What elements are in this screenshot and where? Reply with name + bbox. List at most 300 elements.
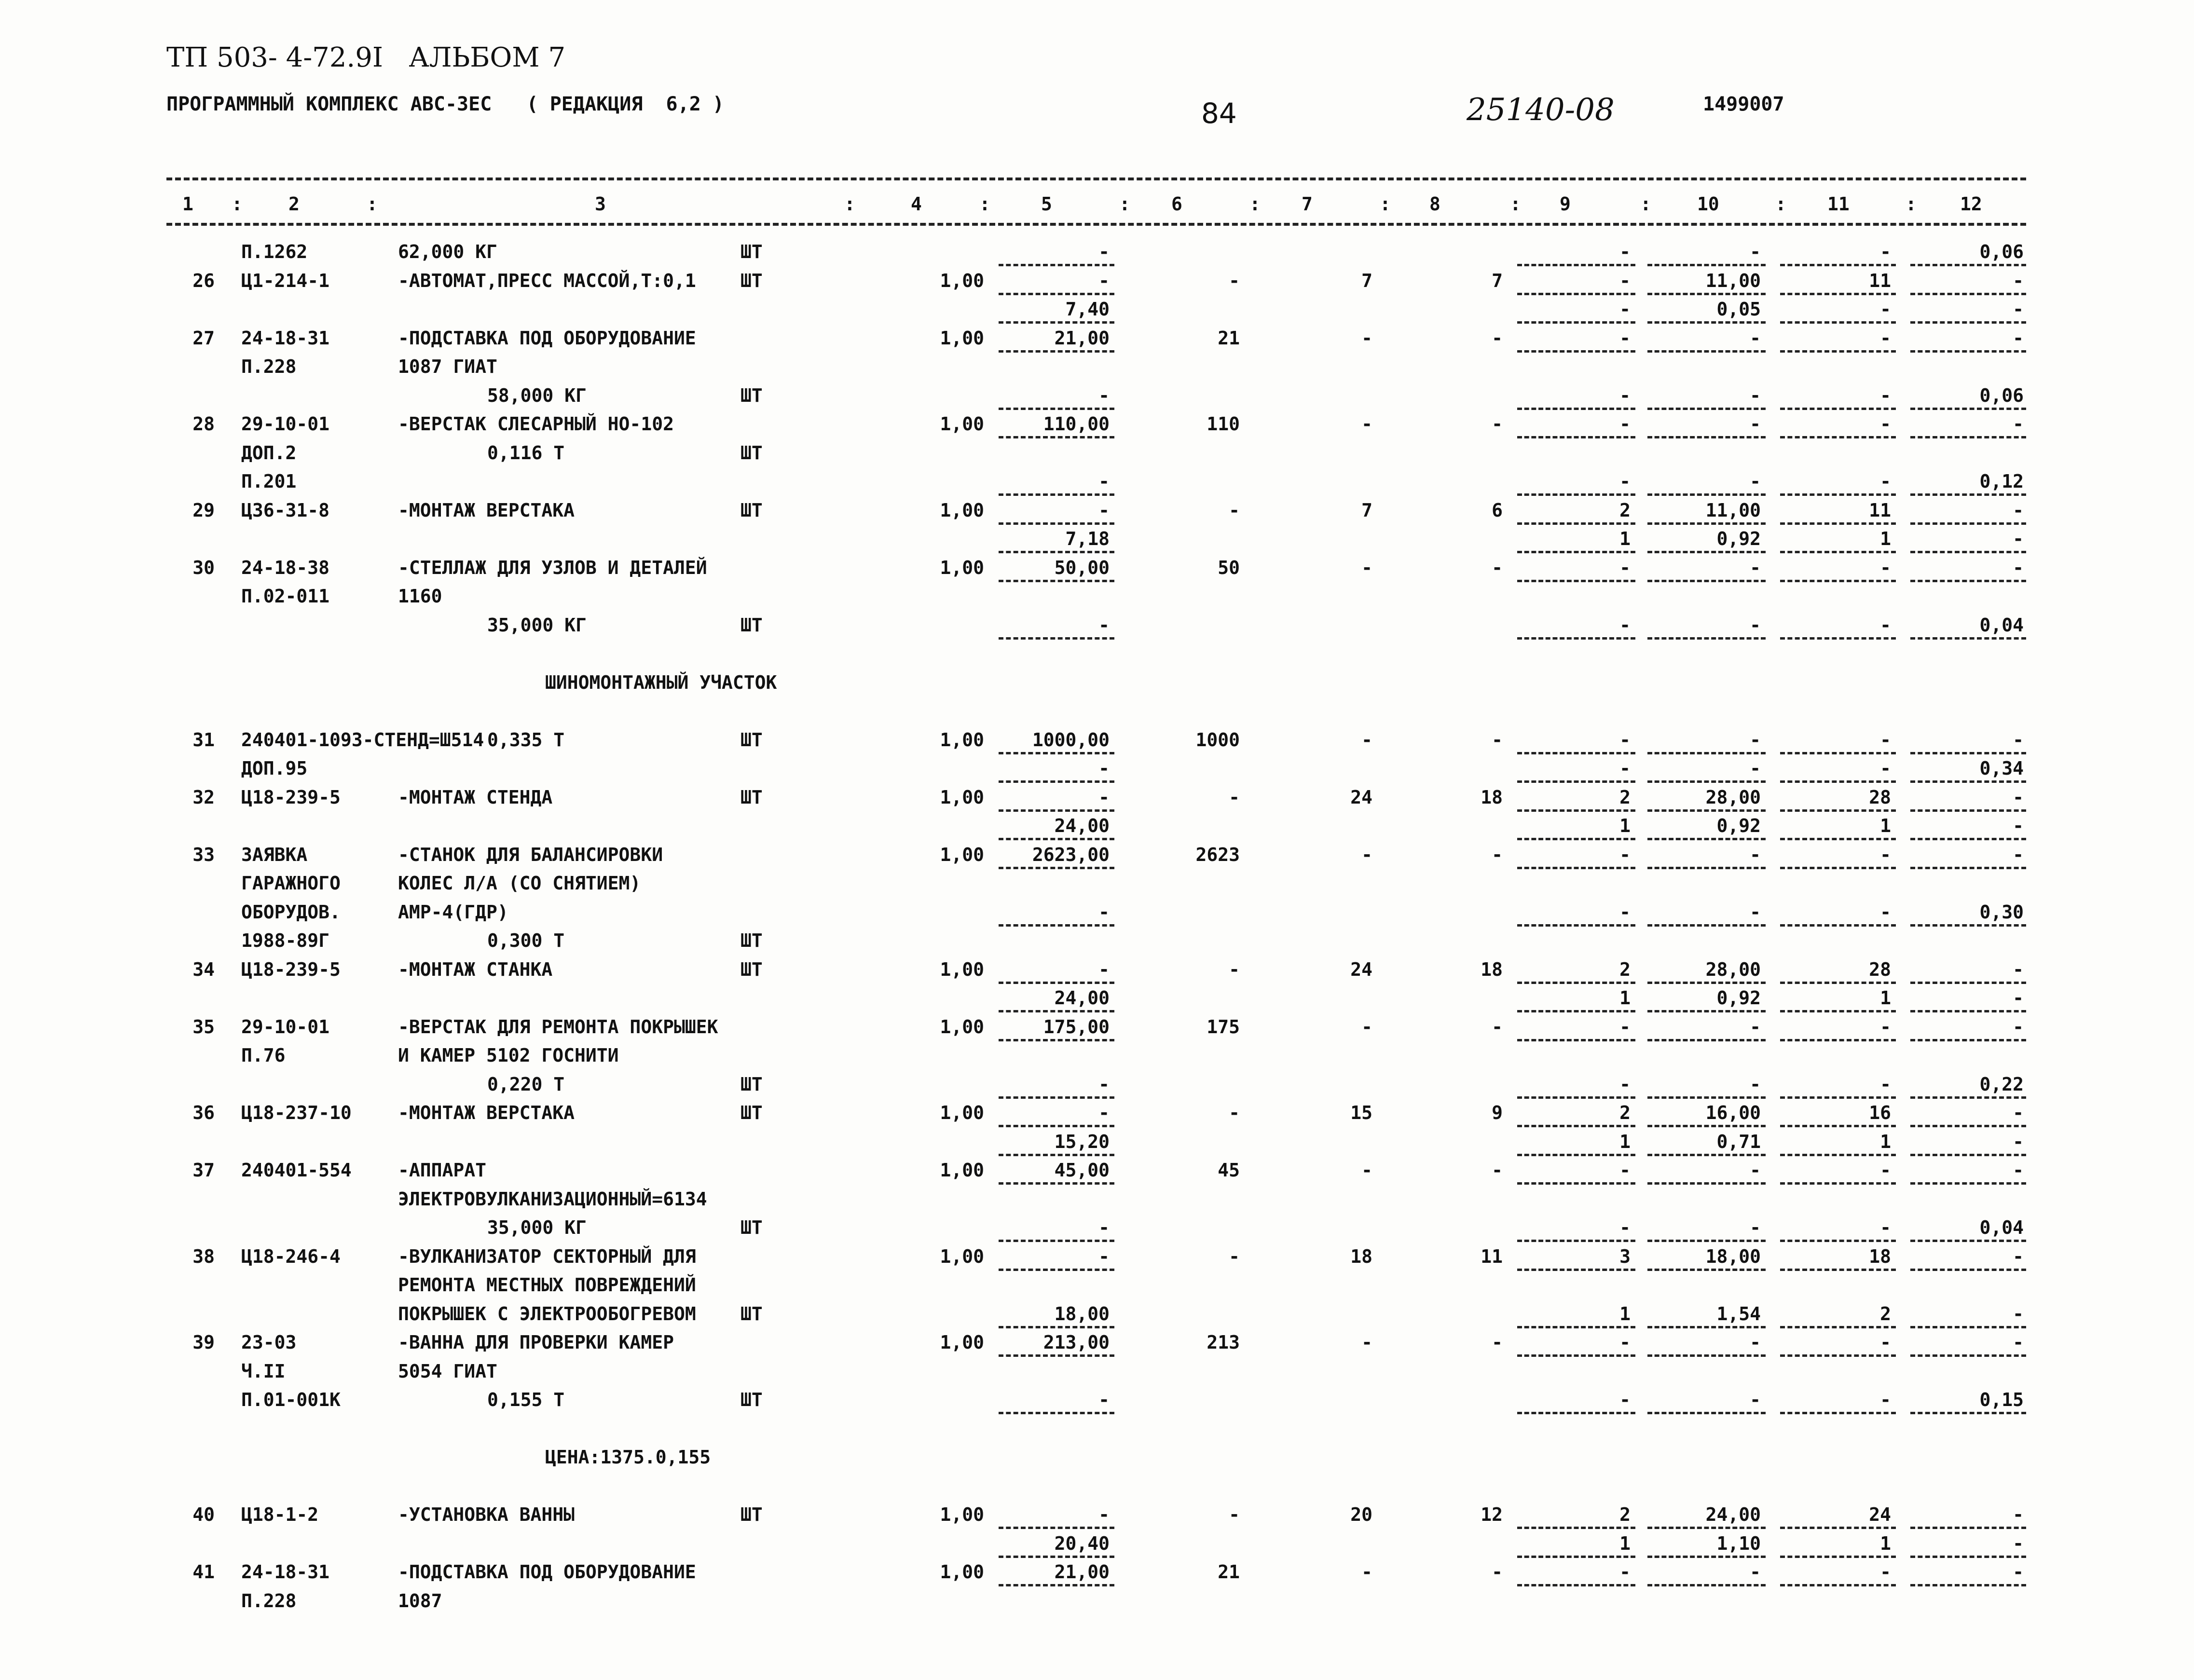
- row-separator: [999, 1154, 1114, 1156]
- cell-c7: -: [1361, 413, 1372, 435]
- row-separator: [1780, 293, 1896, 295]
- cell-c2: ОБОРУДОВ.: [241, 901, 341, 923]
- cell-c5: 45,00: [1054, 1160, 1110, 1181]
- cell-c3i: 0,155 Т: [487, 1389, 565, 1411]
- cell-c11: -: [1880, 1217, 1891, 1239]
- cell-c4: 1,00: [940, 1016, 984, 1038]
- row-separator: [1910, 522, 2026, 525]
- row-separator: [1780, 1154, 1896, 1156]
- row-separator: [1780, 580, 1896, 582]
- cell-c3: КОЛЕС Л/А (СО СНЯТИЕМ): [398, 873, 641, 894]
- cell-c3: -МОНТАЖ СТАНКА: [398, 958, 553, 980]
- cell-c10: -: [1750, 901, 1761, 923]
- column-separator: :: [844, 193, 855, 215]
- row-separator: [1517, 1269, 1635, 1271]
- row-separator: [1910, 580, 2026, 582]
- row-number: 35: [192, 1016, 215, 1038]
- row-separator: [1910, 752, 2026, 754]
- cell-c4: 1,00: [940, 1561, 984, 1583]
- row-separator: [1517, 264, 1635, 266]
- cell-c4: 1,00: [940, 844, 984, 865]
- row-separator: [999, 752, 1114, 754]
- cell-c12: -: [2013, 528, 2024, 550]
- cell-c11: -: [1880, 614, 1891, 636]
- cell-c3i: 58,000 КГ: [487, 384, 587, 406]
- cell-c9: 2: [1619, 1504, 1631, 1526]
- section-heading: ЦЕНА:1375.0,155: [545, 1447, 711, 1468]
- cell-c8: -: [1492, 557, 1503, 578]
- cell-c11: -: [1880, 1561, 1891, 1583]
- row-separator: [1517, 780, 1635, 783]
- row-separator: [999, 350, 1114, 353]
- table-header-rule: [166, 223, 2026, 226]
- cell-c11: 1: [1880, 528, 1891, 550]
- row-number: 40: [192, 1504, 215, 1526]
- cell-c9: -: [1619, 1073, 1631, 1095]
- row-separator: [999, 408, 1114, 410]
- project-title: ТП 503- 4-72.9I АЛЬБОМ 7: [166, 42, 566, 73]
- row-separator: [1517, 1556, 1635, 1558]
- cell-c8: -: [1492, 1332, 1503, 1353]
- cell-c3: -УСТАНОВКА ВАННЫ: [398, 1504, 575, 1526]
- cell-c7: -: [1361, 844, 1372, 865]
- cell-u: ШТ: [740, 1504, 763, 1526]
- row-separator: [999, 1125, 1114, 1127]
- page-number: 84: [1201, 97, 1237, 130]
- cell-c11: -: [1880, 901, 1891, 923]
- row-separator: [1647, 1125, 1766, 1127]
- column-separator: :: [1510, 193, 1521, 215]
- cell-c3i: 0,335 Т: [487, 729, 565, 751]
- cell-c7: 18: [1350, 1245, 1372, 1267]
- row-separator: [1517, 436, 1635, 438]
- cell-u: ШТ: [740, 1303, 763, 1325]
- cell-c12: -: [2013, 786, 2024, 808]
- cell-c7: 24: [1350, 786, 1372, 808]
- cell-c7: -: [1361, 1332, 1372, 1353]
- row-separator: [1780, 551, 1896, 553]
- row-separator: [999, 493, 1114, 496]
- row-separator: [999, 522, 1114, 525]
- row-separator: [1517, 637, 1635, 640]
- cell-c3: -МОНТАЖ ВЕРСТАКА: [398, 499, 575, 521]
- row-separator: [999, 293, 1114, 295]
- column-separator: :: [367, 193, 378, 215]
- cell-c8: 12: [1481, 1504, 1503, 1526]
- cell-c11: 28: [1869, 786, 1891, 808]
- row-separator: [1910, 1096, 2026, 1099]
- cell-c3: ЭЛЕКТРОВУЛКАНИЗАЦИОННЫЙ=6134: [398, 1188, 707, 1210]
- cell-c7: -: [1361, 327, 1372, 349]
- cell-c4: 1,00: [940, 499, 984, 521]
- row-separator: [1910, 493, 2026, 496]
- cell-c11: 1: [1880, 987, 1891, 1009]
- row-separator: [1647, 982, 1766, 984]
- cell-c2: П.228: [241, 356, 297, 378]
- cell-c11: -: [1880, 729, 1891, 751]
- row-separator: [999, 1412, 1114, 1414]
- cell-c4: 1,00: [940, 270, 984, 291]
- row-separator: [1647, 264, 1766, 266]
- row-separator: [1517, 1096, 1635, 1099]
- column-header-6: 6: [1171, 193, 1182, 215]
- column-header-10: 10: [1697, 193, 1719, 215]
- cell-c8: 9: [1492, 1102, 1503, 1124]
- row-number: 38: [192, 1245, 215, 1267]
- cell-c11: -: [1880, 241, 1891, 262]
- row-separator: [1910, 264, 2026, 266]
- cell-c2: ДОП.2: [241, 442, 297, 464]
- cell-c8: -: [1492, 327, 1503, 349]
- cell-c8: 11: [1481, 1245, 1503, 1267]
- cell-c5: 24,00: [1054, 987, 1110, 1009]
- cell-u: ШТ: [740, 614, 763, 636]
- cell-c10: 28,00: [1705, 958, 1761, 980]
- cell-c9: 2: [1619, 958, 1631, 980]
- row-separator: [1647, 436, 1766, 438]
- row-separator: [1780, 867, 1896, 869]
- cell-c12: 0,06: [1979, 384, 2024, 406]
- cell-c5: 18,00: [1054, 1303, 1110, 1325]
- row-number: 26: [192, 270, 215, 291]
- cell-u: ШТ: [740, 729, 763, 751]
- row-separator: [1780, 1096, 1896, 1099]
- column-header-5: 5: [1041, 193, 1052, 215]
- cell-c12: -: [2013, 1160, 2024, 1181]
- cell-c7: 7: [1361, 499, 1372, 521]
- row-number: 29: [192, 499, 215, 521]
- cell-c5: -: [1098, 901, 1110, 923]
- cell-c7: 24: [1350, 958, 1372, 980]
- cell-c7: 7: [1361, 270, 1372, 291]
- row-separator: [999, 580, 1114, 582]
- cell-u: ШТ: [740, 1073, 763, 1095]
- row-separator: [1780, 264, 1896, 266]
- cell-c5: -: [1098, 471, 1110, 492]
- cell-c8: -: [1492, 1561, 1503, 1583]
- cell-u: ШТ: [740, 499, 763, 521]
- row-separator: [1780, 1326, 1896, 1328]
- cell-c9: -: [1619, 327, 1631, 349]
- cell-c6: 213: [1207, 1332, 1240, 1353]
- row-number: 39: [192, 1332, 215, 1353]
- cell-c10: -: [1750, 241, 1761, 262]
- cell-c10: 16,00: [1705, 1102, 1761, 1124]
- row-separator: [1910, 321, 2026, 324]
- cell-c7: -: [1361, 1160, 1372, 1181]
- cell-c10: -: [1750, 327, 1761, 349]
- column-header-9: 9: [1560, 193, 1571, 215]
- row-separator: [1910, 1527, 2026, 1529]
- cell-c12: -: [2013, 1102, 2024, 1124]
- cell-c12: -: [2013, 729, 2024, 751]
- row-separator: [1517, 408, 1635, 410]
- cell-c5: -: [1098, 1217, 1110, 1239]
- row-separator: [1647, 1412, 1766, 1414]
- cell-c10: -: [1750, 614, 1761, 636]
- cell-c8: 18: [1481, 958, 1503, 980]
- row-separator: [1647, 1354, 1766, 1357]
- cell-c9: 1: [1619, 815, 1631, 837]
- cell-c10: 1,10: [1716, 1532, 1761, 1554]
- cell-c10: -: [1750, 1073, 1761, 1095]
- cell-c3: 1087: [398, 1590, 442, 1612]
- cell-c12: 0,30: [1979, 901, 2024, 923]
- cell-c12: -: [2013, 327, 2024, 349]
- cell-c2: ГАРАЖНОГО: [241, 873, 341, 894]
- cell-c6: -: [1229, 1504, 1240, 1526]
- row-separator: [1780, 752, 1896, 754]
- cell-c3i: 35,000 КГ: [487, 1217, 587, 1239]
- cell-c11: -: [1880, 557, 1891, 578]
- cell-c2: Ц18-239-5: [241, 958, 341, 980]
- cell-c12: -: [2013, 1504, 2024, 1526]
- row-separator: [1517, 1154, 1635, 1156]
- row-separator: [1517, 838, 1635, 840]
- cell-c12: -: [2013, 499, 2024, 521]
- column-header-11: 11: [1827, 193, 1850, 215]
- row-separator: [1517, 1326, 1635, 1328]
- row-number: 41: [192, 1561, 215, 1583]
- cell-c10: 0,71: [1716, 1131, 1761, 1152]
- row-separator: [999, 1182, 1114, 1185]
- row-separator: [999, 1584, 1114, 1586]
- table-top-rule: [166, 178, 2026, 180]
- column-separator: :: [979, 193, 990, 215]
- cell-c3: И КАМЕР 5102 ГОСНИТИ: [398, 1045, 619, 1066]
- cell-c8: 6: [1492, 499, 1503, 521]
- row-separator: [999, 1240, 1114, 1242]
- cell-c11: 1: [1880, 1131, 1891, 1152]
- row-separator: [1517, 1412, 1635, 1414]
- cell-c3: -ВАННА ДЛЯ ПРОВЕРКИ КАМЕР: [398, 1332, 674, 1353]
- cell-c3: 1087 ГИАТ: [398, 356, 497, 378]
- row-separator: [1517, 1039, 1635, 1041]
- document-number: 1499007: [1703, 93, 1784, 115]
- cell-c3i: 35,000 КГ: [487, 614, 587, 636]
- cell-c2: П.01-001К: [241, 1389, 341, 1411]
- cell-c6: -: [1229, 270, 1240, 291]
- cell-c9: -: [1619, 270, 1631, 291]
- row-number: 33: [192, 844, 215, 865]
- row-separator: [1780, 436, 1896, 438]
- row-separator: [1910, 350, 2026, 353]
- cell-c2: 240401-554: [241, 1160, 352, 1181]
- cell-c11: -: [1880, 299, 1891, 320]
- cell-c12: -: [2013, 987, 2024, 1009]
- cell-c2: Ц18-239-5: [241, 786, 341, 808]
- cell-c3: -ВЕРСТАК СЛЕСАРНЫЙ НО-102: [398, 413, 674, 435]
- row-separator: [999, 436, 1114, 438]
- cell-c2: Ч.II: [241, 1360, 286, 1382]
- cell-c3: 62,000 КГ: [398, 241, 497, 262]
- cell-c12: -: [2013, 815, 2024, 837]
- row-separator: [1910, 1125, 2026, 1127]
- cell-c6: 45: [1218, 1160, 1240, 1181]
- cell-c10: -: [1750, 1217, 1761, 1239]
- row-separator: [1517, 1354, 1635, 1357]
- cell-c9: 3: [1619, 1245, 1631, 1267]
- row-separator: [1647, 293, 1766, 295]
- cell-c11: 18: [1869, 1245, 1891, 1267]
- row-separator: [1647, 924, 1766, 927]
- row-separator: [1780, 982, 1896, 984]
- cell-c9: 2: [1619, 1102, 1631, 1124]
- row-separator: [1910, 1240, 2026, 1242]
- cell-c9: 2: [1619, 786, 1631, 808]
- cell-c4: 1,00: [940, 958, 984, 980]
- cell-c9: -: [1619, 901, 1631, 923]
- row-separator: [999, 1269, 1114, 1271]
- cell-c6: 2623: [1195, 844, 1240, 865]
- row-separator: [1647, 1039, 1766, 1041]
- row-separator: [1780, 1556, 1896, 1558]
- cell-c11: -: [1880, 413, 1891, 435]
- cell-c12: 0,12: [1979, 471, 2024, 492]
- row-separator: [1780, 1269, 1896, 1271]
- cell-c5: -: [1098, 786, 1110, 808]
- cell-c3: ПОКРЫШЕК С ЭЛЕКТРООБОГРЕВОМ: [398, 1303, 696, 1325]
- row-separator: [1517, 982, 1635, 984]
- cell-c10: -: [1750, 1389, 1761, 1411]
- cell-c3: -ПОДСТАВКА ПОД ОБОРУДОВАНИЕ: [398, 327, 696, 349]
- cell-c5: -: [1098, 1073, 1110, 1095]
- cell-u: ШТ: [740, 786, 763, 808]
- cell-c7: 20: [1350, 1504, 1372, 1526]
- row-separator: [1910, 551, 2026, 553]
- column-separator: :: [1119, 193, 1130, 215]
- row-separator: [1780, 838, 1896, 840]
- cell-c10: 0,92: [1716, 815, 1761, 837]
- cell-c2: 23-03: [241, 1332, 297, 1353]
- cell-c12: -: [2013, 844, 2024, 865]
- cell-c5: -: [1098, 1504, 1110, 1526]
- column-header-2: 2: [288, 193, 300, 215]
- cell-c6: 50: [1218, 557, 1240, 578]
- cell-c2: Ц18-246-4: [241, 1245, 341, 1267]
- cell-c10: -: [1750, 844, 1761, 865]
- cell-c10: 11,00: [1705, 270, 1761, 291]
- row-separator: [1910, 982, 2026, 984]
- cell-c2: 29-10-01: [241, 413, 330, 435]
- row-separator: [1910, 1354, 2026, 1357]
- row-separator: [1780, 1010, 1896, 1012]
- column-header-7: 7: [1302, 193, 1313, 215]
- row-separator: [1780, 1182, 1896, 1185]
- cell-c12: 0,06: [1979, 241, 2024, 262]
- row-separator: [1910, 838, 2026, 840]
- row-separator: [1780, 809, 1896, 812]
- row-separator: [1910, 408, 2026, 410]
- cell-c4: 1,00: [940, 1332, 984, 1353]
- cell-c10: -: [1750, 758, 1761, 779]
- row-separator: [1780, 1354, 1896, 1357]
- cell-c5: 110,00: [1043, 413, 1110, 435]
- row-separator: [1647, 838, 1766, 840]
- row-separator: [1517, 321, 1635, 324]
- cell-c3: -АВТОМАТ,ПРЕСС МАССОЙ,Т:0,1: [398, 270, 696, 291]
- row-separator: [1910, 1269, 2026, 1271]
- cell-c10: 28,00: [1705, 786, 1761, 808]
- column-header-3: 3: [595, 193, 606, 215]
- row-separator: [1517, 1240, 1635, 1242]
- cell-c12: 0,04: [1979, 1217, 2024, 1239]
- row-separator: [1910, 867, 2026, 869]
- cell-c4: 1,00: [940, 1504, 984, 1526]
- cell-c5: 2623,00: [1032, 844, 1110, 865]
- column-separator: :: [1249, 193, 1261, 215]
- cell-c8: -: [1492, 1160, 1503, 1181]
- cell-c10: -: [1750, 729, 1761, 751]
- cell-c9: 1: [1619, 528, 1631, 550]
- column-header-4: 4: [911, 193, 922, 215]
- cell-c3: РЕМОНТА МЕСТНЫХ ПОВРЕЖДЕНИЙ: [398, 1274, 696, 1296]
- cell-c12: -: [2013, 1303, 2024, 1325]
- row-separator: [1780, 1039, 1896, 1041]
- row-number: 36: [192, 1102, 215, 1124]
- cell-c2: 24-18-38: [241, 557, 330, 578]
- cell-c3i: 0,220 Т: [487, 1073, 565, 1095]
- cell-c8: -: [1492, 844, 1503, 865]
- cell-c5: 21,00: [1054, 1561, 1110, 1583]
- cell-c12: -: [2013, 1532, 2024, 1554]
- cell-c4: 1,00: [940, 729, 984, 751]
- row-separator: [1647, 867, 1766, 869]
- cell-c2: П.201: [241, 471, 297, 492]
- cell-c12: 0,04: [1979, 614, 2024, 636]
- cell-c9: -: [1619, 1389, 1631, 1411]
- cell-c9: -: [1619, 729, 1631, 751]
- cell-c11: -: [1880, 1016, 1891, 1038]
- row-number: 34: [192, 958, 215, 980]
- row-separator: [1780, 637, 1896, 640]
- cell-c3: -МОНТАЖ ВЕРСТАКА: [398, 1102, 575, 1124]
- cell-c3i: 0,116 Т: [487, 442, 565, 464]
- row-separator: [999, 637, 1114, 640]
- cell-c12: -: [2013, 958, 2024, 980]
- cell-c3: -МОНТАЖ СТЕНДА: [398, 786, 553, 808]
- cell-c9: -: [1619, 844, 1631, 865]
- row-separator: [1647, 780, 1766, 783]
- row-separator: [999, 838, 1114, 840]
- cell-c5: -: [1098, 1245, 1110, 1267]
- cell-c11: -: [1880, 1160, 1891, 1181]
- cell-u: ШТ: [740, 442, 763, 464]
- row-separator: [1517, 551, 1635, 553]
- row-separator: [999, 982, 1114, 984]
- row-separator: [1647, 321, 1766, 324]
- cell-u: ШТ: [740, 241, 763, 262]
- cell-c2: 29-10-01: [241, 1016, 330, 1038]
- cell-c9: -: [1619, 471, 1631, 492]
- cell-c2: 1988-89Г: [241, 930, 330, 952]
- cell-c11: 1: [1880, 815, 1891, 837]
- cell-c5: 213,00: [1043, 1332, 1110, 1353]
- cell-c8: -: [1492, 729, 1503, 751]
- row-separator: [1517, 493, 1635, 496]
- cell-c6: 175: [1207, 1016, 1240, 1038]
- cell-c10: 0,92: [1716, 528, 1761, 550]
- cell-c5: 20,40: [1054, 1532, 1110, 1554]
- cell-c11: -: [1880, 1073, 1891, 1095]
- cell-c5: 50,00: [1054, 557, 1110, 578]
- cell-c5: 7,40: [1065, 299, 1110, 320]
- cell-c10: -: [1750, 1561, 1761, 1583]
- cell-c2: ДОП.95: [241, 758, 308, 779]
- cell-c9: -: [1619, 614, 1631, 636]
- row-separator: [1910, 1326, 2026, 1328]
- cell-c12: -: [2013, 1332, 2024, 1353]
